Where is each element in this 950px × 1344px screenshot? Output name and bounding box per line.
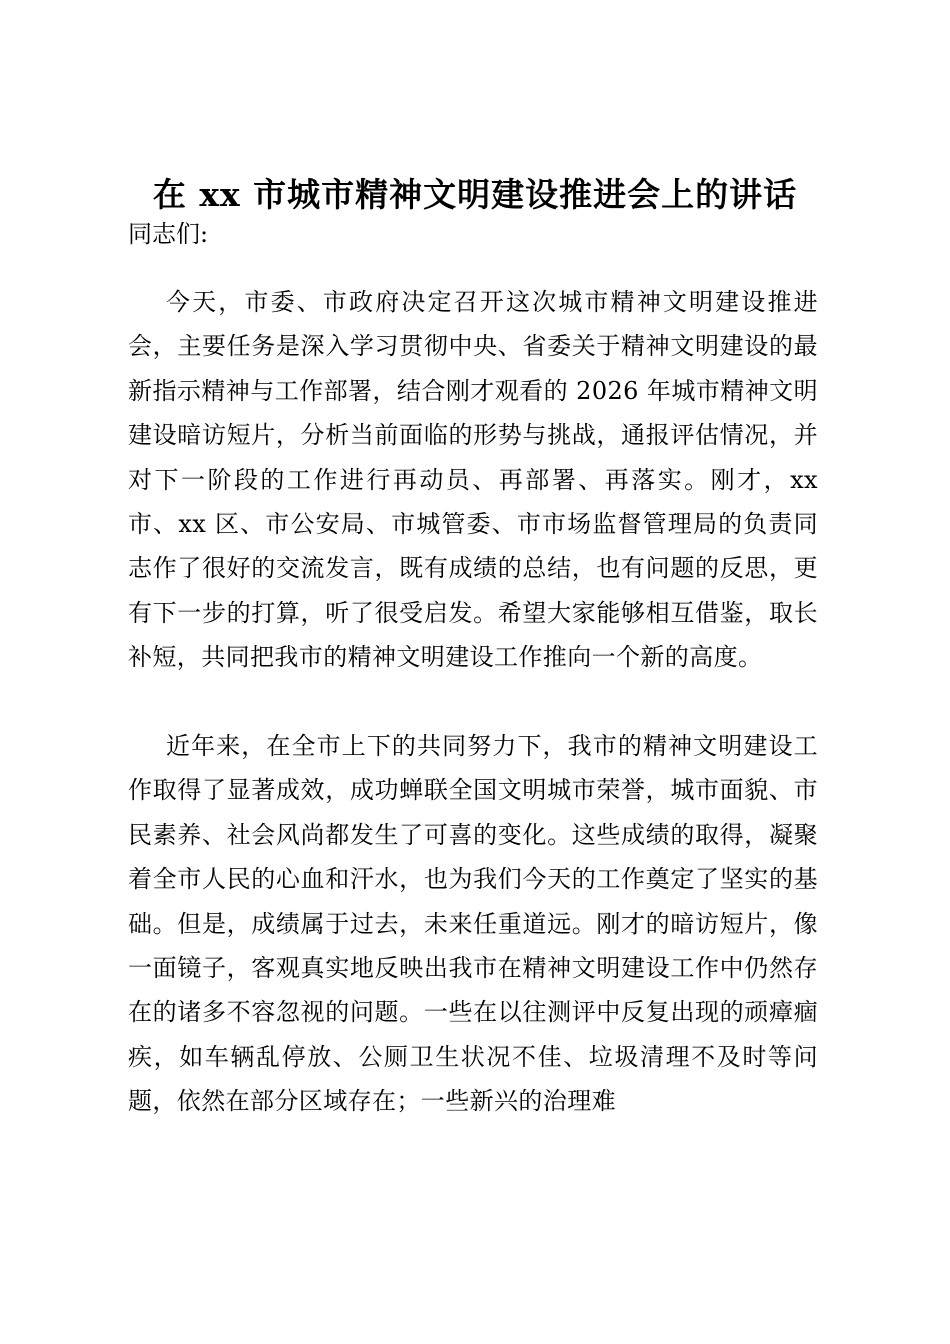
salutation: 同志们: <box>128 220 209 248</box>
paragraph: 近年来，在全市上下的共同努力下，我市的精神文明建设工作取得了显著成效，成功蝉联全国文明城市荣誉，城市面貌、市民素养、社会风尚都发生了可喜的变化。这些成绩的取得，凝聚着全市人民的心血和汗水，也为我们今天的工作奠定了坚实的基础。但是，成绩属于过去，未来任重道远。刚才的暗访短片，像一面镜子，客观真实地反映出我市在精神文明建设工作中仍然存在的诸多不容忽视的问题。一些在以往测评中反复出现的顽瘴痼疾，如车辆乱停放、公厕卫生状况不佳、垃圾清理不及时等问题，依然在部分区域存在；一些新兴的治理难 <box>128 732 818 1116</box>
paragraph: 今天，市委、市政府决定召开这次城市精神文明建设推进会，主要任务是深入学习贯彻中央、省委关于精神文明建设的最新指示精神与工作部署，结合刚才观看的 2026 年城市精神文明建设暗访短片，分析当前面临的形势与挑战，通报评估情况，并对下一阶段的工作进行再动员、再部署、再落实。刚才，xx 市、xx 区、市公安局、市城管委、市市场监督管理局的负责同志作了很好的交流发言，既有成绩的总结，也有问题的反思，更有下一步的打算，听了很受启发。希望大家能够相互借鉴，取长补短，共同把我市的精神文明建设工作推向一个新的高度。 <box>128 288 818 672</box>
document-title: 在 xx 市城市精神文明建设推进会上的讲话 <box>152 175 798 214</box>
